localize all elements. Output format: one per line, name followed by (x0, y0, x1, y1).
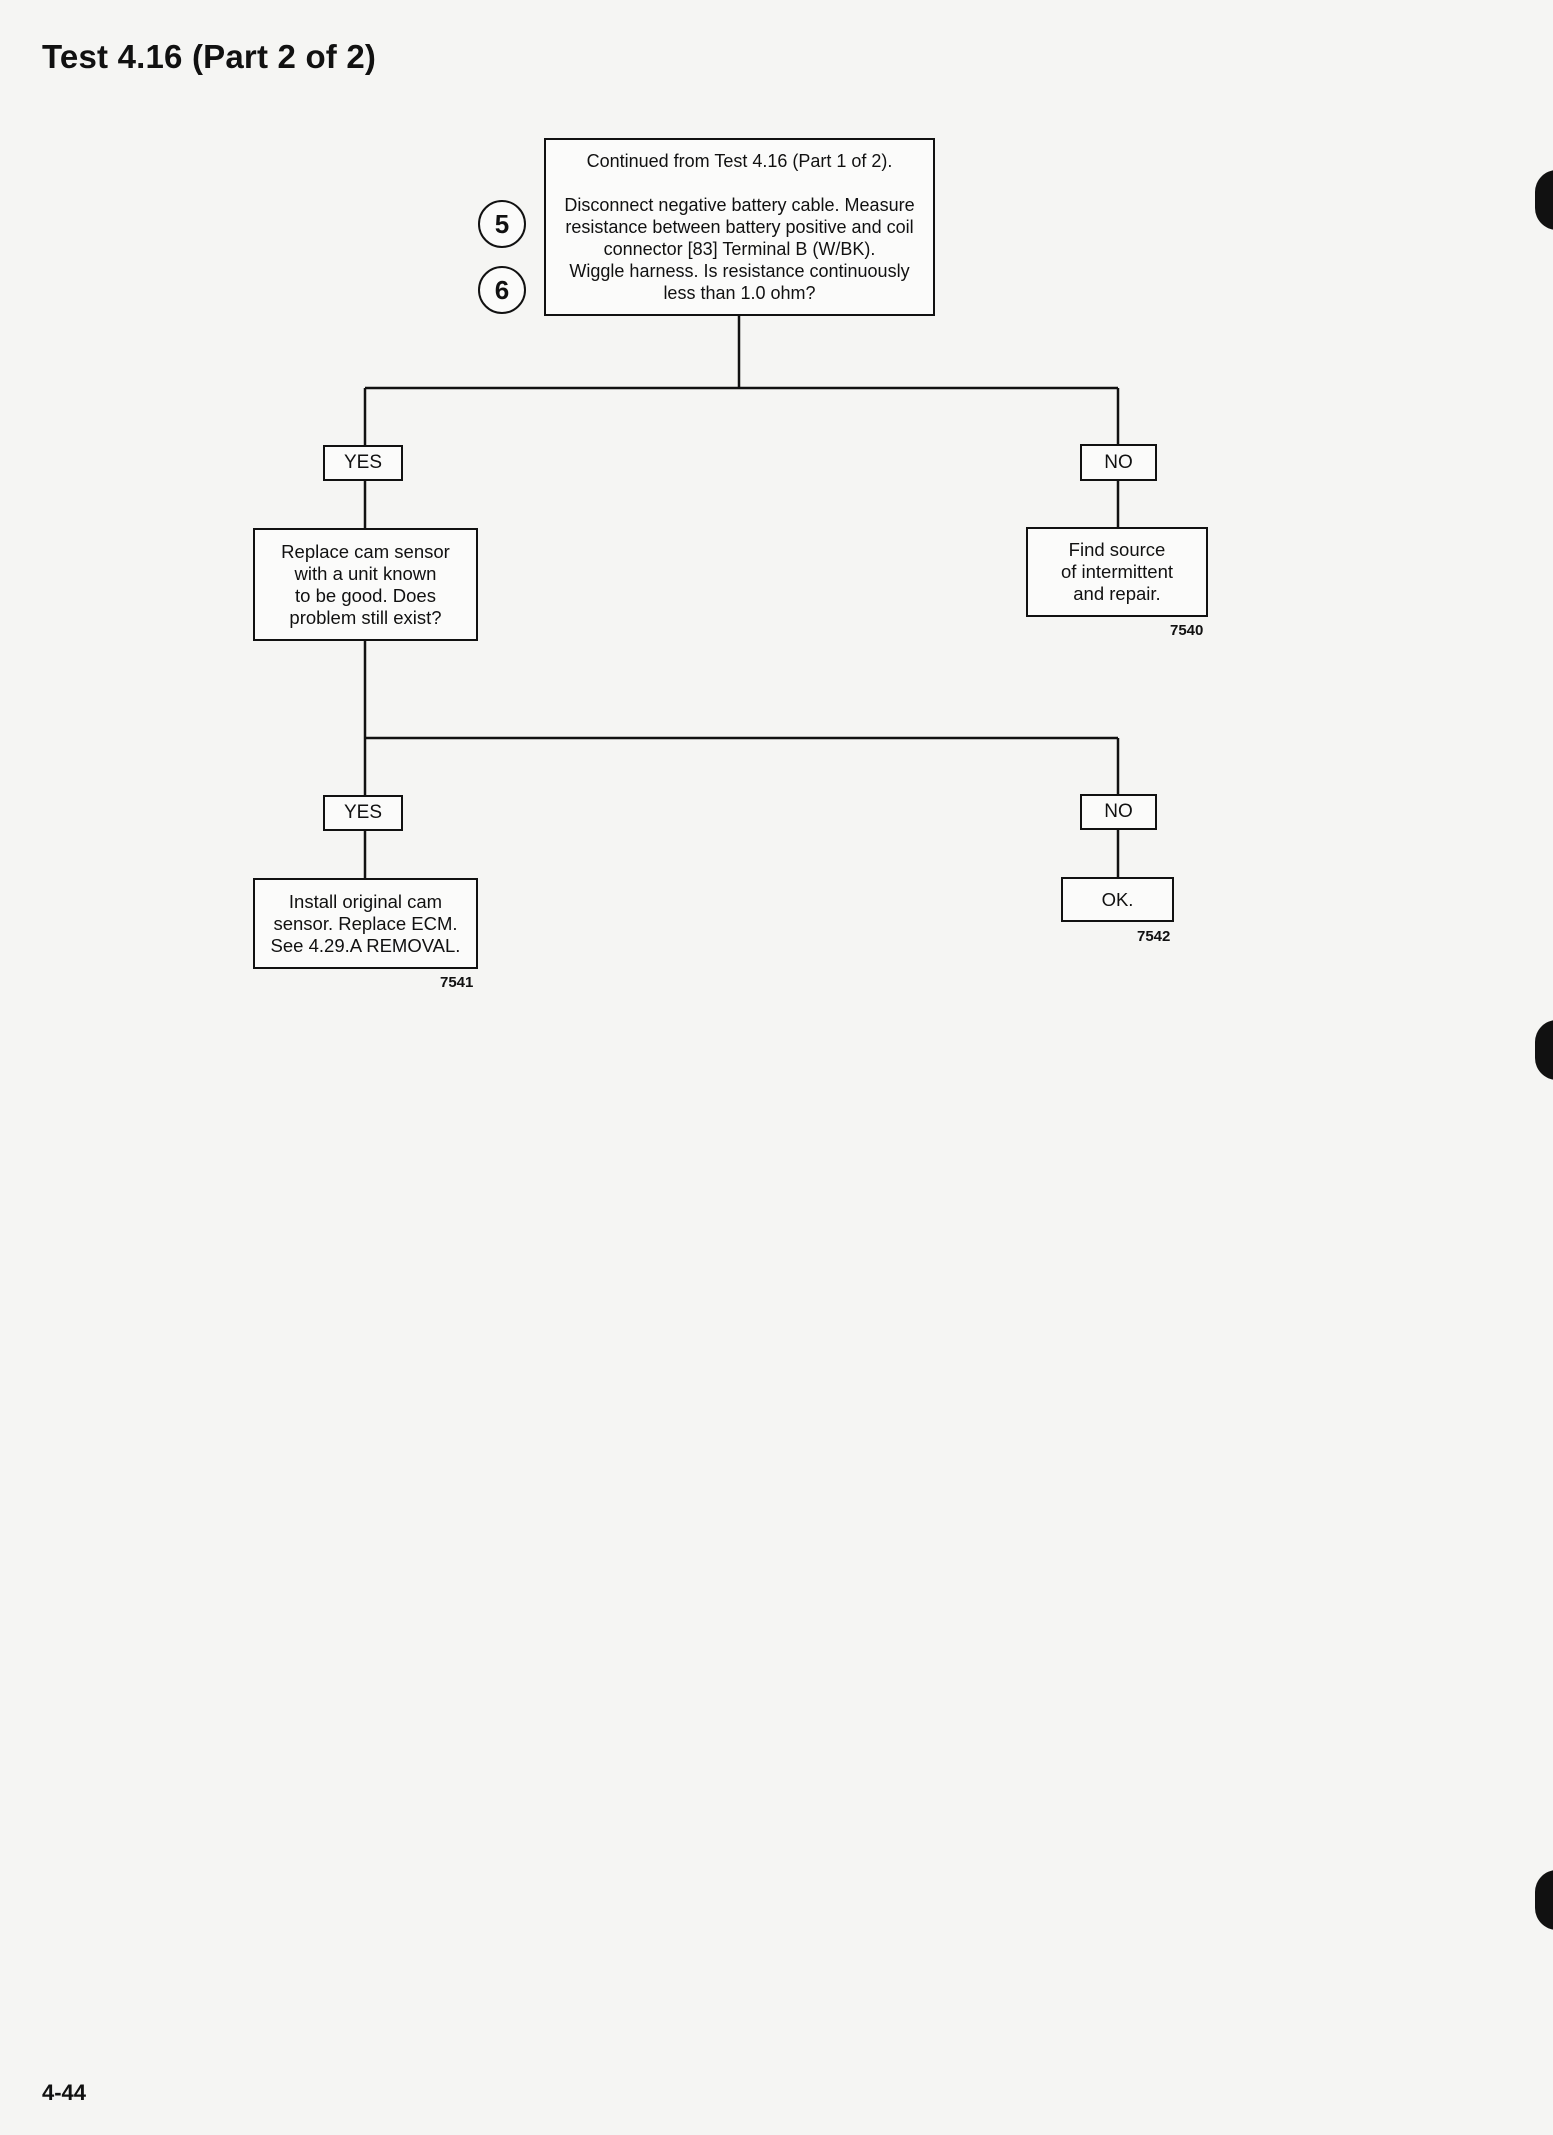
ok-box: OK. (1061, 877, 1174, 922)
no-label-1: NO (1080, 444, 1157, 481)
replace-cam-sensor-box: Replace cam sensor with a unit known to be good. Does problem still exist? (253, 528, 478, 641)
figure-code-7542: 7542 (1137, 928, 1171, 945)
find-intermittent-box: Find source of intermittent and repair. (1026, 527, 1208, 617)
figure-code-7541: 7541 (440, 974, 474, 991)
yes-label-1: YES (323, 445, 403, 481)
page-number: 4-44 (42, 2080, 87, 2105)
start-question-text: Disconnect negative battery cable. Measure resistance between battery positive and coil connector [83] Terminal B (W/BK). Wiggle harness. Is resistance continuously less than 1.0 ohm? (564, 195, 915, 303)
figure-code-7540: 7540 (1170, 622, 1204, 639)
no-label-2: NO (1080, 794, 1157, 830)
step-6-marker: 6 (478, 266, 526, 314)
continued-note: Continued from Test 4.16 (Part 1 of 2). (586, 151, 893, 171)
start-question-box (544, 138, 935, 316)
step-5-marker: 5 (478, 200, 526, 248)
page-title: Test 4.16 (Part 2 of 2) (42, 38, 377, 75)
replace-ecm-box: Install original cam sensor. Replace ECM. See 4.29.A REMOVAL. (253, 878, 478, 969)
yes-label-2: YES (323, 795, 403, 831)
